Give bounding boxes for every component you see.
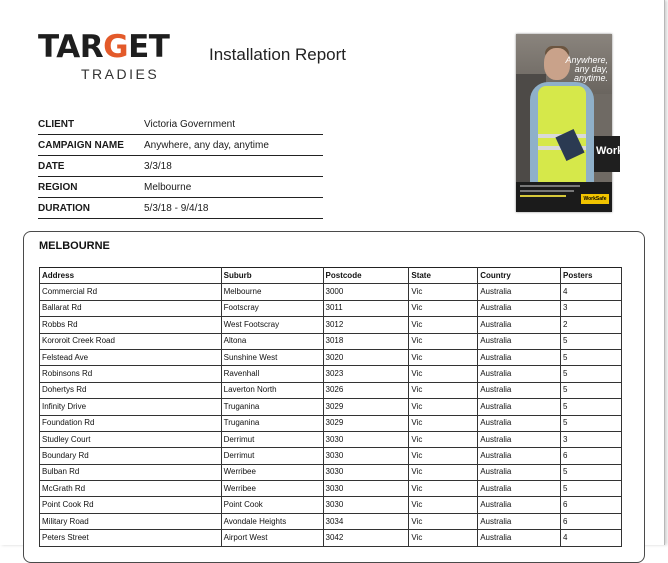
table-cell: Australia [478,399,561,415]
table-cell: Laverton North [221,382,323,398]
table-cell: Vic [409,530,478,546]
table-cell: 5 [561,415,622,431]
column-header: State [409,268,478,284]
table-cell: Bulban Rd [40,464,222,480]
table-cell: Vic [409,284,478,300]
poster-tagline: Anywhere, any day, anytime. [565,55,608,83]
table-cell: 3030 [323,481,409,497]
table-row [40,349,622,365]
table-cell: Australia [478,333,561,349]
worksafe-logo: WorkSafe [581,194,609,204]
info-value: 3/3/18 [144,161,172,172]
table-cell: West Footscray [221,317,323,333]
table-cell: Vic [409,399,478,415]
table-row [40,366,622,382]
table-cell: Vic [409,481,478,497]
table-cell: 3020 [323,349,409,365]
table-cell: Vic [409,513,478,529]
table-cell: 4 [561,530,622,546]
table-cell: 5 [561,333,622,349]
info-value: Victoria Government [144,119,235,130]
info-row [38,178,323,198]
table-cell: Vic [409,333,478,349]
table-cell: Robbs Rd [40,317,222,333]
table-cell: Vic [409,349,478,365]
column-header: Postcode [323,268,409,284]
info-row [38,157,323,177]
table-cell: Military Road [40,513,222,529]
table-cell: 3023 [323,366,409,382]
table-cell: 3029 [323,415,409,431]
table-cell: Australia [478,366,561,382]
table-row [40,317,622,333]
table-cell: Derrimut [221,431,323,447]
table-cell: Truganina [221,399,323,415]
table-cell: 6 [561,497,622,513]
table-cell: McGrath Rd [40,481,222,497]
table-cell: Infinity Drive [40,399,222,415]
table-cell: Vic [409,317,478,333]
table-cell: Vic [409,382,478,398]
table-row [40,513,622,529]
logo-subtitle: TRADIES [81,66,160,82]
table-cell: Derrimut [221,448,323,464]
table-cell: 3029 [323,399,409,415]
table-row [40,481,622,497]
report-title: Installation Report [209,45,347,64]
table-cell: 6 [561,513,622,529]
table-cell: Vic [409,300,478,316]
table-cell: 2 [561,317,622,333]
table-cell: 5 [561,382,622,398]
table-cell: Commercial Rd [40,284,222,300]
table-row [40,399,622,415]
table-row [40,431,622,447]
table-cell: Vic [409,448,478,464]
melbourne-section-panel [23,231,645,563]
table-cell: Robinsons Rd [40,366,222,382]
table-cell: Vic [409,497,478,513]
table-cell: Australia [478,513,561,529]
table-cell: 3034 [323,513,409,529]
table-cell: 3042 [323,530,409,546]
table-cell: Vic [409,366,478,382]
info-row [38,136,323,156]
table-cell: Avondale Heights [221,513,323,529]
table-cell: Vic [409,415,478,431]
table-cell: 3030 [323,464,409,480]
table-cell: 5 [561,464,622,480]
table-row [40,497,622,513]
table-cell: Ravenhall [221,366,323,382]
info-label: CLIENT [38,119,75,130]
table-cell: 5 [561,481,622,497]
info-row [38,199,323,219]
campaign-poster-image [516,34,624,212]
target-tradies-logo [38,30,200,84]
info-label: REGION [38,182,78,193]
table-row [40,448,622,464]
table-cell: Felstead Ave [40,349,222,365]
table-cell: Australia [478,481,561,497]
table-cell: 4 [561,284,622,300]
table-row [40,300,622,316]
table-cell: Australia [478,284,561,300]
table-cell: Australia [478,415,561,431]
table-cell: Australia [478,382,561,398]
column-header: Country [478,268,561,284]
table-cell: Australia [478,464,561,480]
section-title: MELBOURNE [39,240,110,252]
info-label: CAMPAIGN NAME [38,140,124,151]
table-cell: 3011 [323,300,409,316]
table-row [40,415,622,431]
table-cell: 3 [561,300,622,316]
table-cell: Australia [478,431,561,447]
table-cell: 5 [561,399,622,415]
table-cell: 6 [561,448,622,464]
table-cell: Australia [478,317,561,333]
table-cell: 3030 [323,448,409,464]
table-cell: Footscray [221,300,323,316]
table-cell: Foundation Rd [40,415,222,431]
table-cell: 3026 [323,382,409,398]
table-cell: 3030 [323,431,409,447]
table-row [40,530,622,546]
table-cell: 5 [561,366,622,382]
table-cell: 3012 [323,317,409,333]
table-cell: Werribee [221,481,323,497]
table-cell: Australia [478,300,561,316]
table-row [40,284,622,300]
installation-table [39,267,622,547]
table-cell: Melbourne [221,284,323,300]
table-cell: 3030 [323,497,409,513]
table-cell: Australia [478,448,561,464]
table-row [40,382,622,398]
table-cell: Airport West [221,530,323,546]
info-label: DURATION [38,203,91,214]
column-header: Address [40,268,222,284]
table-cell: 3 [561,431,622,447]
table-cell: Kororoit Creek Road [40,333,222,349]
info-row [38,115,323,135]
table-cell: Vic [409,431,478,447]
table-cell: Australia [478,497,561,513]
campaign-info-block [38,115,323,220]
table-cell: 3018 [323,333,409,349]
table-cell: Sunshine West [221,349,323,365]
table-cell: Australia [478,349,561,365]
table-cell: Boundary Rd [40,448,222,464]
table-header-row [40,268,622,284]
info-value: 5/3/18 - 9/4/18 [144,203,209,214]
table-cell: Vic [409,464,478,480]
table-cell: 5 [561,349,622,365]
table-cell: Truganina [221,415,323,431]
info-label: DATE [38,161,65,172]
table-cell: Peters Street [40,530,222,546]
info-value: Anywhere, any day, anytime [144,140,269,151]
column-header: Suburb [221,268,323,284]
table-cell: Point Cook Rd [40,497,222,513]
info-value: Melbourne [144,182,192,193]
table-cell: Altona [221,333,323,349]
table-cell: Dohertys Rd [40,382,222,398]
table-cell: 3000 [323,284,409,300]
table-cell: Point Cook [221,497,323,513]
column-header: Posters [561,268,622,284]
table-row [40,464,622,480]
table-cell: Studley Court [40,431,222,447]
table-cell: Werribee [221,464,323,480]
table-cell: Ballarat Rd [40,300,222,316]
logo-wordmark: TARGET [38,29,170,65]
table-row [40,333,622,349]
table-cell: Australia [478,530,561,546]
poster-sign-text: Work [594,136,620,172]
